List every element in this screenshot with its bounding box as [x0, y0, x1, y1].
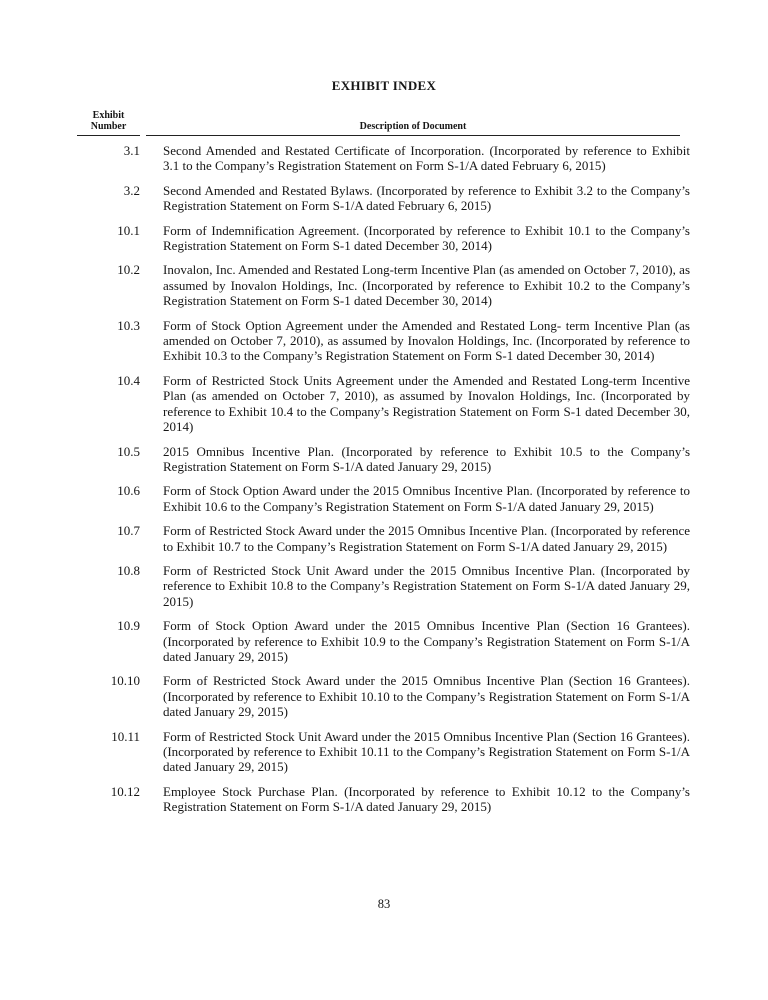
exhibit-description: Second Amended and Restated Bylaws. (Incorporated by reference to Exhibit 3.2 to the Company’s Registration Statement on Form S-1/A dated February 6, 2015) — [163, 182, 690, 214]
exhibit-number: 10.4 — [117, 372, 140, 388]
table-row — [77, 483, 690, 514]
table-row — [77, 373, 690, 435]
table-row — [77, 784, 690, 815]
table-row — [77, 618, 690, 664]
table-row — [77, 444, 690, 475]
exhibit-number: 3.2 — [123, 182, 140, 198]
table-row — [77, 523, 690, 554]
exhibit-description: Form of Restricted Stock Award under the 2015 Omnibus Incentive Plan (Section 16 Grantees). (Incorporated by reference to Exhibit 10.10 to the Company’s Registration Statement on Form S-1/A dated January 29, 2015) — [163, 673, 690, 720]
column-header-description: Description of Document — [146, 121, 680, 136]
exhibit-description: Form of Indemnification Agreement. (Incorporated by reference to Exhibit 10.1 to the Company’s Registration Statement on Form S-1 dated December 30, 2014) — [163, 222, 690, 254]
exhibit-number: 10.12 — [110, 783, 140, 799]
exhibit-table-body — [77, 143, 690, 815]
exhibit-number: 10.11 — [111, 728, 140, 744]
exhibit-description: Form of Stock Option Award under the 2015 Omnibus Incentive Plan. (Incorporated by reference to Exhibit 10.6 to the Company’s Registration Statement on Form S-1/A dated January 29, 2015) — [163, 483, 690, 514]
exhibit-number: 10.2 — [117, 262, 140, 278]
exhibit-number: 10.8 — [117, 562, 140, 578]
exhibit-number: 10.10 — [110, 673, 140, 689]
exhibit-description: Form of Restricted Stock Unit Award under the 2015 Omnibus Incentive Plan (Section 16 Grantees). (Incorporated by reference to Exhibit 10.11 to the Company’s Registration Statement on Form S-1/A dated January 29, 2015) — [163, 728, 690, 775]
exhibit-number: 10.7 — [117, 523, 140, 539]
table-row — [77, 262, 690, 308]
exhibit-description: Inovalon, Inc. Amended and Restated Long-term Incentive Plan (as amended on October 7, 2010), as assumed by Inovalon Holdings, Inc. (Incorporated by reference to Exhibit 10.2 to the Company’s Registration Statement on Form S-1 dated December 30, 2014) — [163, 262, 690, 309]
page-number: 83 — [377, 897, 391, 911]
column-header-exhibit-number — [77, 110, 140, 136]
page-title: EXHIBIT INDEX — [331, 78, 437, 93]
exhibit-description: Form of Restricted Stock Units Agreement under the Amended and Restated Long-term Incentive Plan (as amended on October 7, 2010), as assumed by Inovalon Holdings, Inc. (Incorporated by reference to Exhibit 10.4 to the Company’s Registration Statement on Form S-1 dated December 30, 2014) — [163, 372, 690, 435]
table-header-row — [77, 110, 690, 136]
exhibit-number-header-line1: Exhibit — [92, 110, 125, 121]
table-row — [77, 563, 690, 609]
exhibit-number: 10.5 — [117, 443, 140, 459]
exhibit-index-table — [77, 110, 690, 815]
exhibit-description: Form of Stock Option Award under the 2015 Omnibus Incentive Plan (Section 16 Grantees). (Incorporated by reference to Exhibit 10.9 to the Company’s Registration Statement on Form S-1/A dated January 29, 2015) — [163, 618, 690, 664]
exhibit-number: 10.9 — [117, 618, 140, 634]
table-row — [77, 223, 690, 254]
table-row — [77, 318, 690, 364]
table-row — [77, 673, 690, 719]
exhibit-number: 10.6 — [117, 483, 140, 499]
exhibit-number-header-line2: Number — [90, 121, 127, 132]
exhibit-description: Form of Restricted Stock Award under the 2015 Omnibus Incentive Plan. (Incorporated by reference to Exhibit 10.7 to the Company’s Registration Statement on Form S-1/A dated January 29, 2015) — [163, 523, 690, 554]
exhibit-description: Second Amended and Restated Certificate of Incorporation. (Incorporated by reference to Exhibit 3.1 to the Company’s Registration Statement on Form S-1/A dated February 6, 2015) — [163, 143, 690, 174]
exhibit-number: 3.1 — [123, 143, 140, 158]
table-row — [77, 143, 690, 174]
table-row — [77, 729, 690, 775]
table-row — [77, 183, 690, 214]
exhibit-number: 10.1 — [117, 222, 140, 238]
exhibit-number: 10.3 — [117, 317, 140, 333]
exhibit-description: 2015 Omnibus Incentive Plan. (Incorporated by reference to Exhibit 10.5 to the Company’s Registration Statement on Form S-1/A dated January 29, 2015) — [163, 443, 690, 474]
exhibit-description: Employee Stock Purchase Plan. (Incorporated by reference to Exhibit 10.12 to the Company’s Registration Statement on Form S-1/A dated January 29, 2015) — [163, 783, 690, 815]
exhibit-description: Form of Restricted Stock Unit Award under the 2015 Omnibus Incentive Plan. (Incorporated by reference to Exhibit 10.8 to the Company’s Registration Statement on Form S-1/A dated January 29, 2015) — [163, 562, 690, 609]
exhibit-description: Form of Stock Option Agreement under the Amended and Restated Long- term Incentive Plan (as amended on October 7, 2010), as assumed by Inovalon Holdings, Inc. (Incorporated by reference to Exhibit 10.3 to the Company’s Registration Statement on Form S-1 dated December 30, 2014) — [163, 317, 690, 364]
